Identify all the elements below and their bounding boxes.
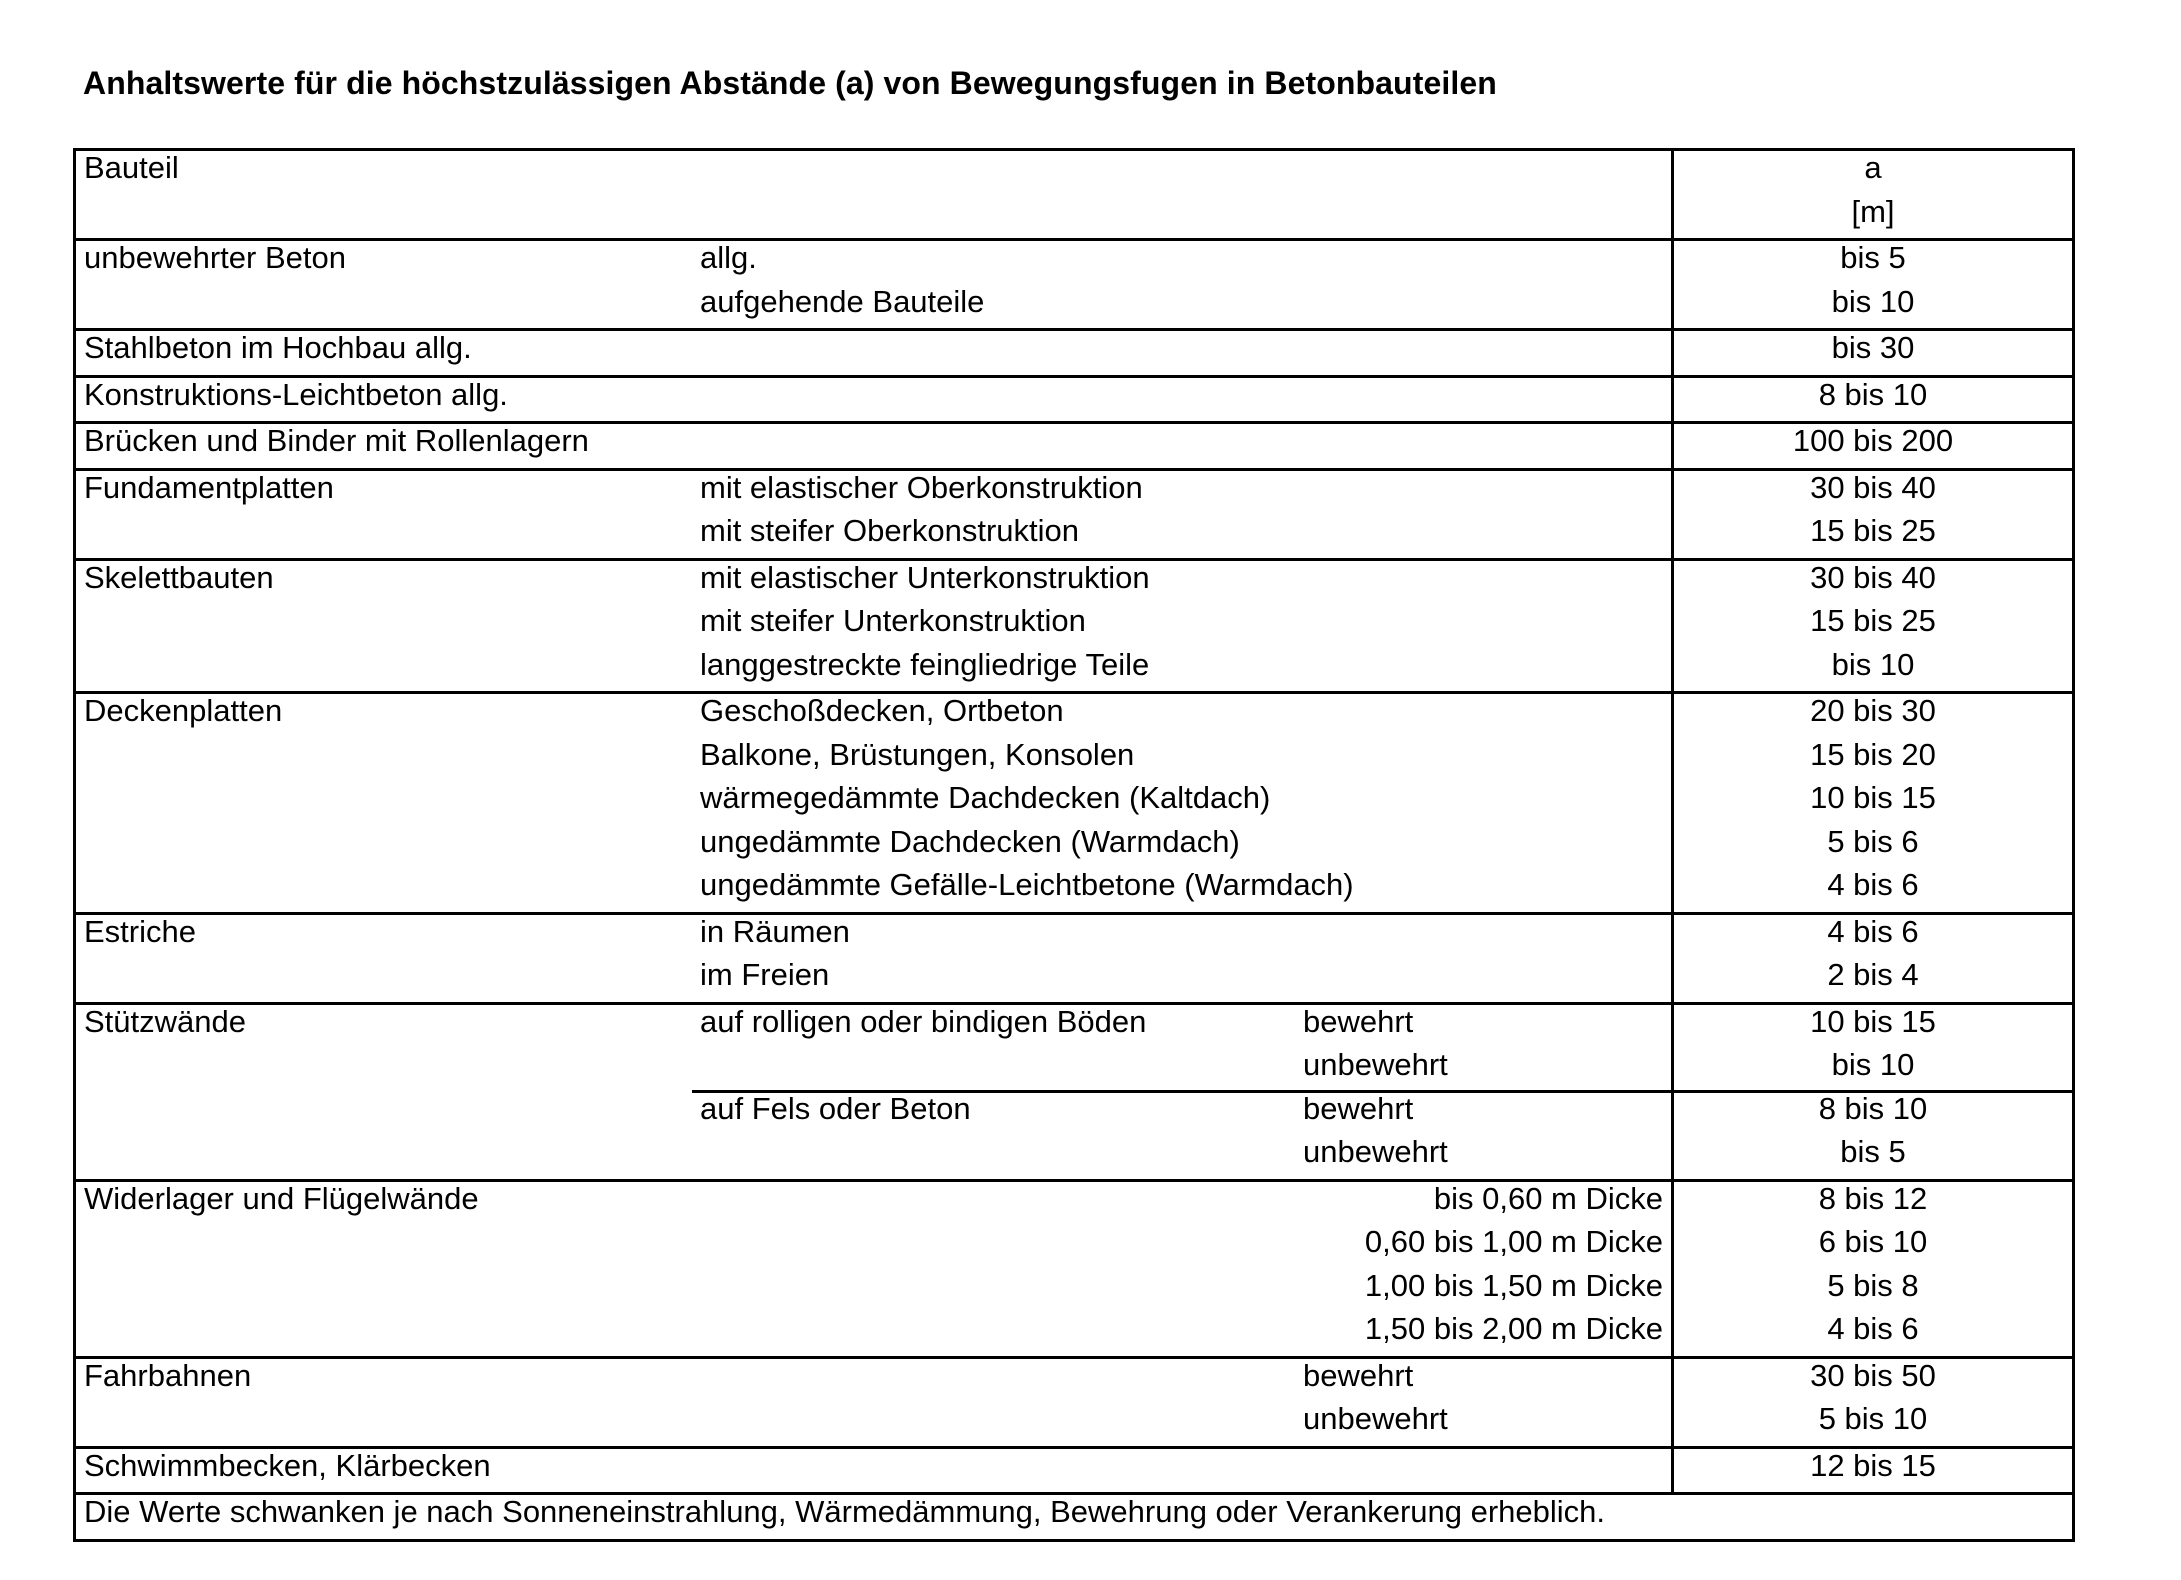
table-title: Anhaltswerte für die höchstzulässigen Abstände (a) von Bewegungsfugen in Betonbauteilen bbox=[83, 65, 1497, 101]
cell-bauteil: Skelettbauten bbox=[84, 559, 274, 595]
table-row-line bbox=[76, 958, 2072, 1002]
cell-thickness: bis 0,60 m Dicke bbox=[1433, 1180, 1663, 1216]
cell-max-distance: 12 bis 15 bbox=[1810, 1447, 1936, 1483]
cell-max-distance: 10 bis 15 bbox=[1810, 1003, 1936, 1039]
cell-variant: auf rolligen oder bindigen Böden bbox=[700, 1003, 1147, 1039]
table-row-line bbox=[76, 1135, 2072, 1179]
cell-max-distance: 2 bis 4 bbox=[1827, 957, 1919, 992]
cell-max-distance: 8 bis 10 bbox=[1818, 1090, 1928, 1126]
cell-bauteil: Widerlager und Flügelwände bbox=[84, 1180, 479, 1216]
cell-bauteil: Fundamentplatten bbox=[84, 469, 334, 505]
table-row-line bbox=[76, 694, 2072, 738]
table-row-line bbox=[76, 331, 2072, 375]
cell-max-distance: 30 bis 50 bbox=[1810, 1357, 1936, 1393]
table-header-row bbox=[76, 151, 2072, 238]
table-row-line bbox=[76, 1225, 2072, 1269]
cell-reinforcement: bewehrt bbox=[1303, 1090, 1414, 1126]
table-row-line bbox=[76, 1402, 2072, 1446]
cell-max-distance: 20 bis 30 bbox=[1810, 693, 1936, 728]
cell-bauteil: Konstruktions-Leichtbeton allg. bbox=[84, 376, 508, 412]
header-value-symbol: a bbox=[1864, 150, 1882, 185]
cell-max-distance: 100 bis 200 bbox=[1792, 423, 1954, 458]
cell-max-distance: 8 bis 12 bbox=[1818, 1180, 1928, 1216]
cell-variant: mit elastischer Unterkonstruktion bbox=[700, 559, 1150, 595]
cell-max-distance: 30 bis 40 bbox=[1810, 469, 1936, 505]
cell-variant: mit steifer Oberkonstruktion bbox=[700, 513, 1080, 548]
cell-max-distance: 5 bis 8 bbox=[1827, 1267, 1919, 1303]
table-row-line bbox=[76, 1005, 2072, 1049]
table-row-line bbox=[76, 1048, 2072, 1092]
table-row-line bbox=[76, 561, 2072, 605]
cell-max-distance: bis 5 bbox=[1840, 1134, 1906, 1169]
table-row-line bbox=[76, 868, 2072, 912]
table-row bbox=[76, 1179, 2072, 1356]
table-row-line bbox=[76, 825, 2072, 869]
cell-reinforcement: unbewehrt bbox=[1303, 1047, 1448, 1082]
table-row bbox=[76, 238, 2072, 328]
cell-max-distance: 4 bis 6 bbox=[1827, 1311, 1919, 1346]
cell-variant: ungedämmte Dachdecken (Warmdach) bbox=[700, 823, 1240, 859]
table-row-line bbox=[76, 915, 2072, 959]
cell-variant: ungedämmte Gefälle-Leichtbetone (Warmdach) bbox=[700, 867, 1354, 902]
table-row bbox=[76, 691, 2072, 912]
table-row-line bbox=[76, 738, 2072, 782]
table-row-line bbox=[76, 604, 2072, 648]
cell-bauteil: Stützwände bbox=[84, 1003, 246, 1039]
cell-reinforcement: unbewehrt bbox=[1303, 1134, 1448, 1169]
table-row-line bbox=[76, 1269, 2072, 1313]
cell-max-distance: bis 10 bbox=[1831, 646, 1915, 682]
cell-bauteil: Stahlbeton im Hochbau allg. bbox=[84, 330, 472, 365]
cell-max-distance: 5 bis 6 bbox=[1827, 823, 1919, 859]
cell-bauteil: unbewehrter Beton bbox=[84, 240, 346, 275]
cell-variant: wärmegedämmte Dachdecken (Kaltdach) bbox=[700, 780, 1271, 815]
cell-reinforcement: unbewehrt bbox=[1303, 1401, 1448, 1436]
table-row-line bbox=[76, 648, 2072, 692]
cell-max-distance: 15 bis 25 bbox=[1810, 603, 1936, 638]
table-row bbox=[76, 1356, 2072, 1446]
table-row bbox=[76, 558, 2072, 692]
cell-bauteil: Brücken und Binder mit Rollenlagern bbox=[84, 423, 589, 458]
cell-max-distance: bis 5 bbox=[1840, 240, 1906, 275]
cell-max-distance: 5 bis 10 bbox=[1818, 1401, 1928, 1436]
cell-bauteil: Deckenplatten bbox=[84, 693, 283, 728]
cell-variant: Geschoßdecken, Ortbeton bbox=[700, 693, 1064, 728]
table-row-line bbox=[76, 781, 2072, 825]
table-row-line bbox=[76, 471, 2072, 515]
cell-thickness: 0,60 bis 1,00 m Dicke bbox=[1364, 1224, 1663, 1259]
cell-thickness: 1,00 bis 1,50 m Dicke bbox=[1364, 1267, 1663, 1303]
cell-max-distance: 15 bis 25 bbox=[1810, 513, 1936, 548]
cell-max-distance: 6 bis 10 bbox=[1818, 1224, 1928, 1259]
header-bauteil: Bauteil bbox=[84, 150, 179, 185]
cell-bauteil: Schwimmbecken, Klärbecken bbox=[84, 1447, 491, 1483]
cell-variant: auf Fels oder Beton bbox=[700, 1090, 971, 1126]
table-row bbox=[76, 912, 2072, 1002]
cell-max-distance: bis 10 bbox=[1831, 283, 1915, 319]
table-row-line bbox=[76, 241, 2072, 285]
table-row bbox=[76, 468, 2072, 558]
table-row-line bbox=[76, 424, 2072, 468]
expansion-joint-table bbox=[73, 148, 2075, 1542]
table-row-line bbox=[76, 1182, 2072, 1226]
cell-max-distance: 30 bis 40 bbox=[1810, 559, 1936, 595]
cell-variant: im Freien bbox=[700, 957, 830, 992]
table-row-line bbox=[76, 1312, 2072, 1356]
cell-variant: aufgehende Bauteile bbox=[700, 283, 985, 319]
cell-variant: Balkone, Brüstungen, Konsolen bbox=[700, 736, 1135, 772]
table-footnote-row bbox=[76, 1492, 2072, 1539]
cell-bauteil: Fahrbahnen bbox=[84, 1357, 252, 1393]
table-row bbox=[76, 1446, 2072, 1493]
cell-reinforcement: bewehrt bbox=[1303, 1003, 1414, 1039]
cell-max-distance: bis 30 bbox=[1831, 330, 1915, 365]
cell-variant: mit steifer Unterkonstruktion bbox=[700, 603, 1086, 638]
table-row-line bbox=[76, 514, 2072, 558]
cell-max-distance: 4 bis 6 bbox=[1827, 867, 1919, 902]
cell-max-distance: 15 bis 20 bbox=[1810, 736, 1936, 772]
table-row-line bbox=[76, 1359, 2072, 1403]
table-row bbox=[76, 1002, 2072, 1179]
cell-variant: allg. bbox=[700, 240, 757, 275]
table-row-line bbox=[76, 285, 2072, 329]
table-row bbox=[76, 328, 2072, 375]
cell-max-distance: bis 10 bbox=[1831, 1047, 1915, 1082]
cell-max-distance: 8 bis 10 bbox=[1818, 376, 1928, 412]
table-footnote: Die Werte schwanken je nach Sonneneinstrahlung, Wärmedämmung, Bewehrung oder Verankerung erheblich. bbox=[84, 1494, 1606, 1529]
cell-bauteil: Estriche bbox=[84, 913, 196, 949]
table-row-line bbox=[76, 1092, 2072, 1136]
cell-variant: in Räumen bbox=[700, 913, 850, 949]
cell-max-distance: 4 bis 6 bbox=[1827, 913, 1919, 949]
table-row-line bbox=[76, 378, 2072, 422]
table-row bbox=[76, 421, 2072, 468]
cell-reinforcement: bewehrt bbox=[1303, 1357, 1414, 1393]
cell-max-distance: 10 bis 15 bbox=[1810, 780, 1936, 815]
cell-variant: langgestreckte feingliedrige Teile bbox=[700, 646, 1150, 682]
header-value-unit: [m] bbox=[1851, 193, 1895, 229]
table-row-line bbox=[76, 1449, 2072, 1493]
cell-variant: mit elastischer Oberkonstruktion bbox=[700, 469, 1143, 505]
cell-thickness: 1,50 bis 2,00 m Dicke bbox=[1364, 1311, 1663, 1346]
table-row bbox=[76, 375, 2072, 422]
